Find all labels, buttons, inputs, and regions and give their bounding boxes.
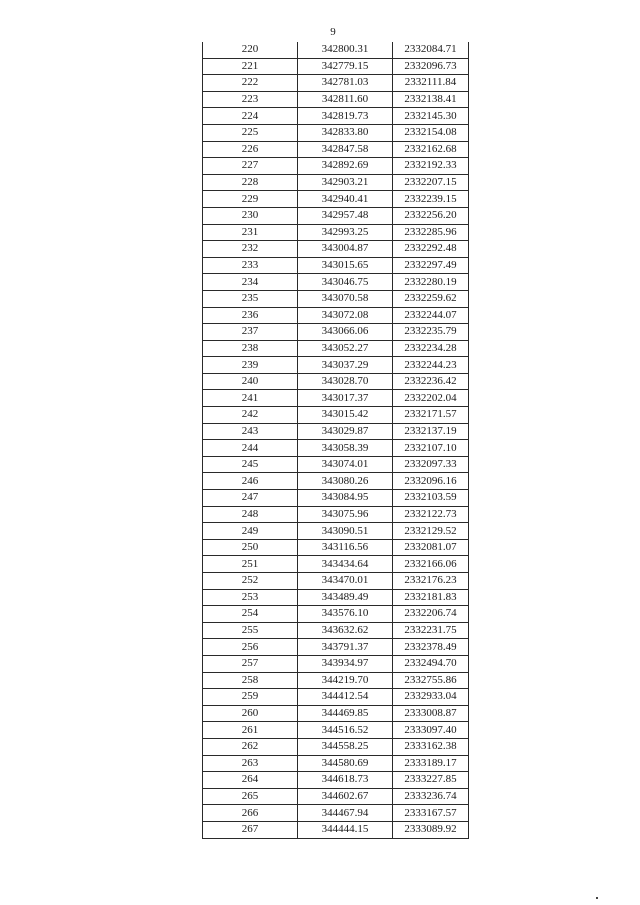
x-coordinate-cell: 343072.08 [298,307,393,324]
table-row [203,158,469,175]
y-coordinate-cell: 2332494.70 [393,655,469,672]
point-number-cell: 237 [203,324,298,341]
x-coordinate-cell: 343046.75 [298,274,393,291]
table-row [203,788,469,805]
y-coordinate-cell: 2332231.75 [393,622,469,639]
x-coordinate-cell: 343017.37 [298,390,393,407]
y-coordinate-cell: 2332162.68 [393,141,469,158]
point-number-cell: 225 [203,124,298,141]
x-coordinate-cell: 343028.70 [298,373,393,390]
x-coordinate-cell: 344412.54 [298,689,393,706]
x-coordinate-cell: 343070.58 [298,290,393,307]
point-number-cell: 233 [203,257,298,274]
x-coordinate-cell: 344558.25 [298,738,393,755]
point-number-cell: 252 [203,573,298,590]
y-coordinate-cell: 2332096.73 [393,58,469,75]
table-row [203,407,469,424]
point-number-cell: 261 [203,722,298,739]
point-number-cell: 220 [203,42,298,58]
table-row [203,91,469,108]
table-row [203,357,469,374]
point-number-cell: 238 [203,340,298,357]
table-row [203,705,469,722]
table-row [203,622,469,639]
y-coordinate-cell: 2332192.33 [393,158,469,175]
y-coordinate-cell: 2332129.52 [393,523,469,540]
y-coordinate-cell: 2332103.59 [393,490,469,507]
x-coordinate-cell: 343934.97 [298,655,393,672]
point-number-cell: 221 [203,58,298,75]
x-coordinate-cell: 343489.49 [298,589,393,606]
table-row [203,108,469,125]
x-coordinate-cell: 344618.73 [298,772,393,789]
table-row [203,340,469,357]
table-row [203,42,469,58]
x-coordinate-cell: 342903.21 [298,174,393,191]
table-row [203,440,469,457]
x-coordinate-cell: 343074.01 [298,456,393,473]
y-coordinate-cell: 2333162.38 [393,738,469,755]
table-row [203,174,469,191]
point-number-cell: 259 [203,689,298,706]
point-number-cell: 250 [203,539,298,556]
y-coordinate-cell: 2333236.74 [393,788,469,805]
coordinate-table [202,42,469,839]
table-row [203,274,469,291]
table-row [203,821,469,838]
table-row [203,75,469,92]
point-number-cell: 264 [203,772,298,789]
x-coordinate-cell: 343066.06 [298,324,393,341]
point-number-cell: 245 [203,456,298,473]
x-coordinate-cell: 342940.41 [298,191,393,208]
point-number-cell: 235 [203,290,298,307]
point-number-cell: 260 [203,705,298,722]
point-number-cell: 239 [203,357,298,374]
x-coordinate-cell: 342847.58 [298,141,393,158]
table-row [203,772,469,789]
point-number-cell: 230 [203,207,298,224]
y-coordinate-cell: 2332256.20 [393,207,469,224]
x-coordinate-cell: 344469.85 [298,705,393,722]
x-coordinate-cell: 343004.87 [298,241,393,258]
point-number-cell: 243 [203,423,298,440]
point-number-cell: 223 [203,91,298,108]
x-coordinate-cell: 344516.52 [298,722,393,739]
table-row [203,722,469,739]
point-number-cell: 236 [203,307,298,324]
table-row [203,324,469,341]
x-coordinate-cell: 343037.29 [298,357,393,374]
y-coordinate-cell: 2332202.04 [393,390,469,407]
table-row [203,423,469,440]
point-number-cell: 241 [203,390,298,407]
scan-speck [596,897,598,899]
x-coordinate-cell: 343470.01 [298,573,393,590]
y-coordinate-cell: 2332096.16 [393,473,469,490]
x-coordinate-cell: 342800.31 [298,42,393,58]
y-coordinate-cell: 2332259.62 [393,290,469,307]
point-number-cell: 267 [203,821,298,838]
table-row [203,506,469,523]
y-coordinate-cell: 2332097.33 [393,456,469,473]
y-coordinate-cell: 2332154.08 [393,124,469,141]
y-coordinate-cell: 2332244.23 [393,357,469,374]
y-coordinate-cell: 2333189.17 [393,755,469,772]
y-coordinate-cell: 2332111.84 [393,75,469,92]
y-coordinate-cell: 2332084.71 [393,42,469,58]
x-coordinate-cell: 343080.26 [298,473,393,490]
x-coordinate-cell: 344602.67 [298,788,393,805]
y-coordinate-cell: 2332378.49 [393,639,469,656]
x-coordinate-cell: 343434.64 [298,556,393,573]
x-coordinate-cell: 343084.95 [298,490,393,507]
x-coordinate-cell: 343791.37 [298,639,393,656]
table-row [203,539,469,556]
point-number-cell: 256 [203,639,298,656]
table-row [203,207,469,224]
y-coordinate-cell: 2332933.04 [393,689,469,706]
x-coordinate-cell: 342892.69 [298,158,393,175]
table-row [203,456,469,473]
table-row [203,307,469,324]
y-coordinate-cell: 2332280.19 [393,274,469,291]
table-row [203,141,469,158]
point-number-cell: 253 [203,589,298,606]
x-coordinate-cell: 342781.03 [298,75,393,92]
table-row [203,639,469,656]
table-row [203,473,469,490]
y-coordinate-cell: 2332107.10 [393,440,469,457]
x-coordinate-cell: 344219.70 [298,672,393,689]
x-coordinate-cell: 344467.94 [298,805,393,822]
point-number-cell: 249 [203,523,298,540]
point-number-cell: 257 [203,655,298,672]
point-number-cell: 227 [203,158,298,175]
point-number-cell: 247 [203,490,298,507]
y-coordinate-cell: 2332181.83 [393,589,469,606]
point-number-cell: 228 [203,174,298,191]
point-number-cell: 248 [203,506,298,523]
x-coordinate-cell: 343075.96 [298,506,393,523]
point-number-cell: 224 [203,108,298,125]
y-coordinate-cell: 2333167.57 [393,805,469,822]
y-coordinate-cell: 2332292.48 [393,241,469,258]
x-coordinate-cell: 342819.73 [298,108,393,125]
table-row [203,556,469,573]
y-coordinate-cell: 2332137.19 [393,423,469,440]
x-coordinate-cell: 343576.10 [298,606,393,623]
coordinate-table-body [203,42,469,838]
x-coordinate-cell: 343029.87 [298,423,393,440]
y-coordinate-cell: 2332236.42 [393,373,469,390]
x-coordinate-cell: 343058.39 [298,440,393,457]
y-coordinate-cell: 2332171.57 [393,407,469,424]
x-coordinate-cell: 343632.62 [298,622,393,639]
point-number-cell: 254 [203,606,298,623]
x-coordinate-cell: 342811.60 [298,91,393,108]
x-coordinate-cell: 343015.42 [298,407,393,424]
point-number-cell: 242 [203,407,298,424]
x-coordinate-cell: 344444.15 [298,821,393,838]
x-coordinate-cell: 342993.25 [298,224,393,241]
y-coordinate-cell: 2332207.15 [393,174,469,191]
point-number-cell: 266 [203,805,298,822]
point-number-cell: 222 [203,75,298,92]
point-number-cell: 229 [203,191,298,208]
point-number-cell: 246 [203,473,298,490]
table-row [203,805,469,822]
table-row [203,606,469,623]
table-row [203,290,469,307]
y-coordinate-cell: 2332176.23 [393,573,469,590]
y-coordinate-cell: 2332206.74 [393,606,469,623]
y-coordinate-cell: 2332285.96 [393,224,469,241]
y-coordinate-cell: 2332235.79 [393,324,469,341]
table-row [203,373,469,390]
x-coordinate-cell: 342957.48 [298,207,393,224]
y-coordinate-cell: 2332166.06 [393,556,469,573]
table-row [203,755,469,772]
x-coordinate-cell: 343015.65 [298,257,393,274]
table-row [203,589,469,606]
y-coordinate-cell: 2332145.30 [393,108,469,125]
y-coordinate-cell: 2332234.28 [393,340,469,357]
table-row [203,738,469,755]
table-row [203,672,469,689]
point-number-cell: 258 [203,672,298,689]
y-coordinate-cell: 2332081.07 [393,539,469,556]
y-coordinate-cell: 2333089.92 [393,821,469,838]
y-coordinate-cell: 2332755.86 [393,672,469,689]
table-row [203,257,469,274]
table-row [203,390,469,407]
table-row [203,191,469,208]
point-number-cell: 263 [203,755,298,772]
table-row [203,241,469,258]
table-row [203,655,469,672]
point-number-cell: 262 [203,738,298,755]
point-number-cell: 240 [203,373,298,390]
x-coordinate-cell: 343090.51 [298,523,393,540]
x-coordinate-cell: 342833.80 [298,124,393,141]
y-coordinate-cell: 2332244.07 [393,307,469,324]
point-number-cell: 231 [203,224,298,241]
table-row [203,523,469,540]
x-coordinate-cell: 344580.69 [298,755,393,772]
point-number-cell: 255 [203,622,298,639]
point-number-cell: 265 [203,788,298,805]
point-number-cell: 234 [203,274,298,291]
y-coordinate-cell: 2332138.41 [393,91,469,108]
y-coordinate-cell: 2332239.15 [393,191,469,208]
point-number-cell: 244 [203,440,298,457]
point-number-cell: 226 [203,141,298,158]
page-number: 9 [330,26,336,38]
table-row [203,573,469,590]
x-coordinate-cell: 342779.15 [298,58,393,75]
y-coordinate-cell: 2333097.40 [393,722,469,739]
table-row [203,689,469,706]
table-row [203,58,469,75]
point-number-cell: 251 [203,556,298,573]
y-coordinate-cell: 2333227.85 [393,772,469,789]
point-number-cell: 232 [203,241,298,258]
table-row [203,124,469,141]
x-coordinate-cell: 343116.56 [298,539,393,556]
y-coordinate-cell: 2332122.73 [393,506,469,523]
y-coordinate-cell: 2332297.49 [393,257,469,274]
table-row [203,224,469,241]
x-coordinate-cell: 343052.27 [298,340,393,357]
table-row [203,490,469,507]
y-coordinate-cell: 2333008.87 [393,705,469,722]
